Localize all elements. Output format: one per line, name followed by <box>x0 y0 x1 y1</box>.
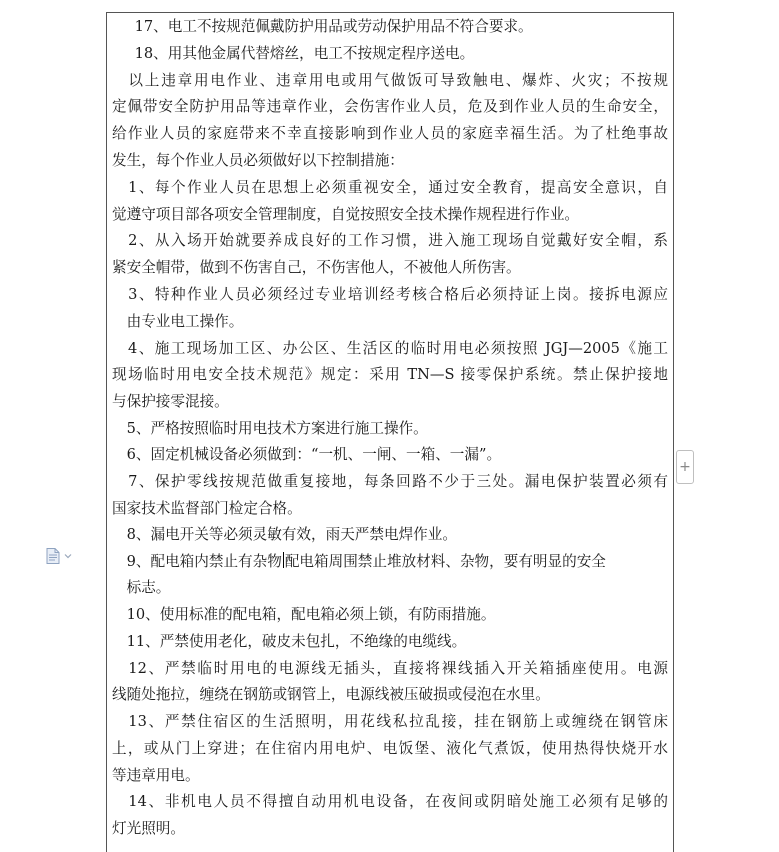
expand-plus-button[interactable]: + <box>676 450 694 484</box>
paragraph-line: 发生，每个作业人员必须做好以下控制措施： <box>112 152 404 169</box>
paragraph-menu[interactable] <box>46 548 76 564</box>
paragraph-line: 13、严禁住宿区的生活照明，用花线私拉乱接，挂在钢筋上或缠绕在钢管床 <box>112 713 668 730</box>
paragraph-line: 10、使用标准的配电箱，配电箱必须上锁，有防雨措施。 <box>112 606 496 623</box>
paragraph-line: 1、每个作业人员在思想上必须重视安全，通过安全教育，提高安全意识，自 <box>112 179 668 196</box>
paragraph-line: 定佩带安全防护用品等违章作业，会伤害作业人员，危及到作业人员的生命安全， <box>112 98 668 115</box>
paragraph-line-tail: 配电箱周围禁止堆放材料、杂物，要有明显的安全 <box>284 553 606 570</box>
paragraph-line: 2、从入场开始就要养成良好的工作习惯，进入施工现场自觉戴好安全帽，系 <box>112 232 668 249</box>
paragraph-line[interactable] <box>112 552 668 571</box>
paragraph-line: 上，或从门上穿进；在住宿内用电炉、电饭堡、液化气煮饭，使用热得快烧开水 <box>112 740 668 757</box>
paragraph-line: 7、保护零线按规范做重复接地，每条回路不少于三处。漏电保护装置必须有 <box>112 473 668 490</box>
text-cursor <box>283 552 284 568</box>
paragraph-line: 4、施工现场加工区、办公区、生活区的临时用电必须按照 JGJ—2005《施工 <box>112 340 668 357</box>
paragraph-line: 12、严禁临时用电的电源线无插头，直接将裸线插入开关箱插座使用。电源 <box>112 660 668 677</box>
paragraph-line: 8、漏电开关等必须灵敏有效，雨天严禁电焊作业。 <box>112 526 457 543</box>
paragraph-line: 5、严格按照临时用电技术方案进行施工操作。 <box>112 420 428 437</box>
paragraph-line: 17、电工不按规范佩戴防护用品或劳动保护用品不符合要求。 <box>120 18 533 35</box>
paragraph-line: 紧安全帽带，做到不伤害自己，不伤害他人，不被他人所伤害。 <box>112 259 521 276</box>
paragraph-line: 与保护接零混接。 <box>112 393 229 410</box>
paragraph-line: 给作业人员的家庭带来不幸直接影响到作业人员的家庭幸福生活。为了杜绝事故 <box>112 125 668 142</box>
paragraph-line: 以上违章用电作业、违章用电或用气做饭可导致触电、爆炸、火灾；不按规 <box>112 72 668 89</box>
paragraph-line: 灯光照明。 <box>112 820 185 837</box>
paragraph-line: 6、固定机械设备必须做到：“一机、一闸、一箱、一漏”。 <box>112 446 502 463</box>
paragraph-line: 线随处拖拉，缠绕在钢筋或钢管上，电源线被压破损或侵泡在水里。 <box>112 686 550 703</box>
paragraph-line: 14、非机电人员不得擅自动用机电设备，在夜间或阴暗处施工必须有足够的 <box>112 793 668 810</box>
paragraph-line: 11、严禁使用老化，破皮未包扎，不绝缘的电缆线。 <box>112 633 467 650</box>
chevron-down-icon <box>64 553 72 559</box>
paragraph-line: 觉遵守项目部各项安全管理制度，自觉按照安全技术操作规程进行作业。 <box>112 206 580 223</box>
paragraph-line-head: 9、配电箱内禁止有杂物 <box>112 553 282 570</box>
paragraph-line: 国家技术监督部门检定合格。 <box>112 500 302 517</box>
paragraph-line: 18、用其他金属代替熔丝，电工不按规定程序送电。 <box>120 45 475 62</box>
paragraph-line: 3、特种作业人员必须经过专业培训经考核合格后必须持证上岗。接拆电源应 <box>112 286 668 303</box>
paragraph-line: 等违章用电。 <box>112 767 200 784</box>
paragraph-line: 由专业电工操作。 <box>112 313 244 330</box>
paragraph-line: 标志。 <box>112 579 171 596</box>
paragraph-line: 现场临时用电安全技术规范》规定：采用 TN—S 接零保护系统。禁止保护接地 <box>112 366 668 383</box>
document-icon <box>46 548 60 564</box>
